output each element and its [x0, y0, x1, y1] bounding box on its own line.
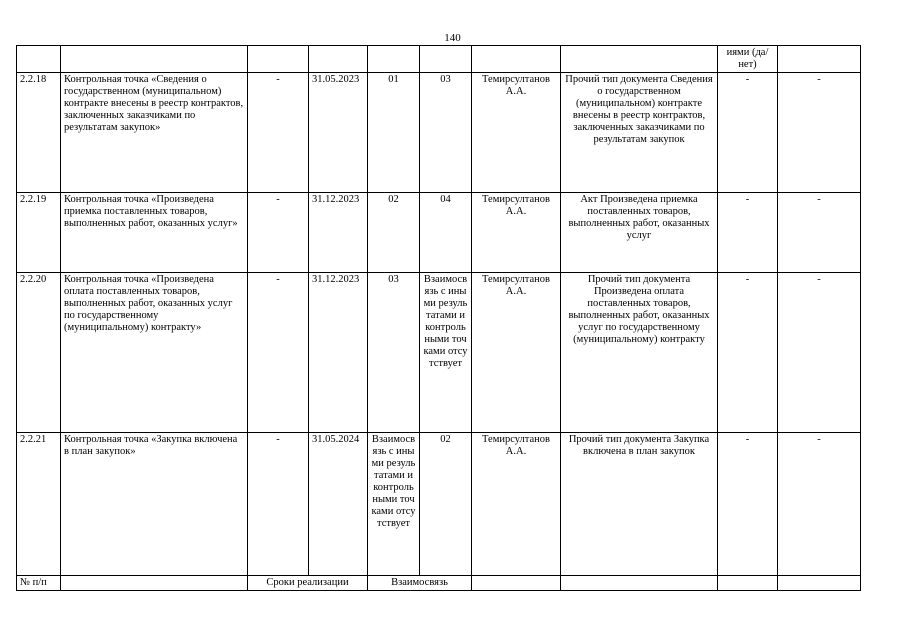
table-footer-row [17, 576, 861, 591]
flag-cell: - [778, 193, 861, 273]
flag-cell: - [718, 73, 778, 193]
document-type: Прочий тип документа Закупка включена в план закупок [561, 433, 718, 576]
predecessor: 01 [368, 73, 420, 193]
successor: Взаимосвязь с иными результатами и контрольными точками отсутствует [420, 273, 472, 433]
table-row [17, 193, 861, 273]
flag-cell: - [778, 73, 861, 193]
responsible: Темирсултанов А.А. [472, 433, 561, 576]
header-cell [561, 46, 718, 73]
table-row [17, 73, 861, 193]
end-date: 31.12.2023 [309, 193, 368, 273]
footer-cell [778, 576, 861, 591]
row-number: 2.2.21 [17, 433, 61, 576]
control-point-name: Контрольная точка «Произведена оплата поставленных товаров, выполненных работ, оказанных услуг по государственному (муниципальному) контракту» [61, 273, 248, 433]
footer-num-label: № п/п [17, 576, 61, 591]
flag-cell: - [778, 433, 861, 576]
page-number: 140 [444, 32, 461, 44]
footer-cell [561, 576, 718, 591]
flag-cell: - [718, 273, 778, 433]
header-cell-yes-no: иями (да/нет) [718, 46, 778, 73]
predecessor: 03 [368, 273, 420, 433]
header-cell [61, 46, 248, 73]
responsible: Темирсултанов А.А. [472, 273, 561, 433]
document-type: Прочий тип документа Произведена оплата поставленных товаров, выполненных работ, оказанных услуг по государственному (муниципальному) контракту [561, 273, 718, 433]
flag-cell: - [718, 193, 778, 273]
control-point-name: Контрольная точка «Сведения о государственном (муниципальном) контракте внесены в реестр контрактов, заключенных заказчиками по результатам закупок» [61, 73, 248, 193]
flag-cell: - [718, 433, 778, 576]
row-number: 2.2.19 [17, 193, 61, 273]
end-date: 31.12.2023 [309, 273, 368, 433]
header-cell [309, 46, 368, 73]
start-date: - [248, 193, 309, 273]
document-type: Акт Произведена приемка поставленных товаров, выполненных работ, оказанных услуг [561, 193, 718, 273]
table-header-row [17, 46, 861, 73]
successor: 03 [420, 73, 472, 193]
control-point-name: Контрольная точка «Закупка включена в план закупок» [61, 433, 248, 576]
table-row [17, 433, 861, 576]
control-point-name: Контрольная точка «Произведена приемка поставленных товаров, выполненных работ, оказанных услуг» [61, 193, 248, 273]
start-date: - [248, 433, 309, 576]
end-date: 31.05.2023 [309, 73, 368, 193]
row-number: 2.2.20 [17, 273, 61, 433]
header-cell [420, 46, 472, 73]
header-cell [248, 46, 309, 73]
header-cell [368, 46, 420, 73]
header-cell [778, 46, 861, 73]
row-number: 2.2.18 [17, 73, 61, 193]
table-row [17, 273, 861, 433]
predecessor: Взаимосвязь с иными результатами и контрольными точками отсутствует [368, 433, 420, 576]
footer-link-label: Взаимосвязь [368, 576, 472, 591]
header-cell [472, 46, 561, 73]
end-date: 31.05.2024 [309, 433, 368, 576]
document-type: Прочий тип документа Сведения о государственном (муниципальном) контракте внесены в реестр контрактов, заключенных заказчиками по результатам закупок [561, 73, 718, 193]
responsible: Темирсултанов А.А. [472, 193, 561, 273]
footer-cell [718, 576, 778, 591]
footer-dates-label: Сроки реализации [248, 576, 368, 591]
footer-cell [472, 576, 561, 591]
control-points-table [16, 45, 861, 591]
responsible: Темирсултанов А.А. [472, 73, 561, 193]
footer-cell [61, 576, 248, 591]
predecessor: 02 [368, 193, 420, 273]
flag-cell: - [778, 273, 861, 433]
start-date: - [248, 273, 309, 433]
successor: 02 [420, 433, 472, 576]
successor: 04 [420, 193, 472, 273]
header-cell [17, 46, 61, 73]
start-date: - [248, 73, 309, 193]
